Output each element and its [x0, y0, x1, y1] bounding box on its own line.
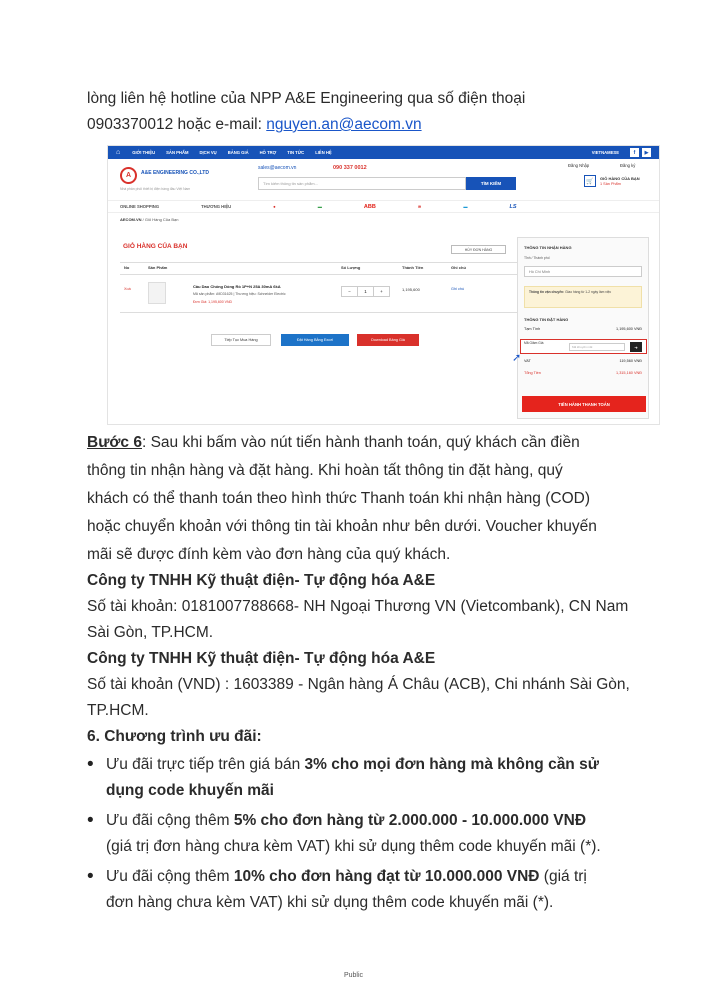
- product-unit-price: Đơn Giá: 1,195,600 VND: [193, 300, 233, 304]
- b2-text-a: Ưu đãi cộng thêm: [106, 812, 234, 829]
- section6-title: 6. Chương trình ưu đãi:: [87, 728, 262, 745]
- bank1-line-1: Số tài khoản: 0181007788668- NH Ngoại Thương VN (Vietcombank), CN Nam: [87, 598, 629, 615]
- brand-name: A&E ENGINEERING CO.,LTD: [141, 170, 209, 176]
- brand-bar: [108, 200, 659, 213]
- step6-text: : Sau khi bấm vào nút tiến hành thanh toán, quý khách cần điền: [141, 434, 580, 451]
- promo-code-input[interactable]: Mã khuyến mãi: [569, 343, 625, 351]
- nav-item[interactable]: GIỚI THIỆU: [132, 150, 156, 155]
- cart-label[interactable]: GIỎ HÀNG CỦA BẠN: [600, 176, 640, 181]
- b2-text-b: 5% cho đơn hàng từ 2.000.000 - 10.000.000 VNĐ: [233, 812, 587, 829]
- search-button[interactable]: TÌM KIẾM: [466, 177, 516, 190]
- bullet-3-line-2: đơn hàng chưa kèm VAT) khi sử dụng thêm code khuyến mãi (*).: [106, 894, 554, 911]
- subtotal-label: Tạm Tính: [524, 327, 541, 331]
- step6-line-3: khách có thể thanh toán theo hình thức Thanh toán khi nhận hàng (COD): [87, 490, 590, 507]
- language-selector[interactable]: VIETNAMESE: [591, 150, 619, 155]
- logo-icon: A: [120, 167, 137, 184]
- email-link[interactable]: nguyen.an@aecom.vn: [266, 116, 422, 133]
- bullet-icon: •: [87, 866, 94, 887]
- step6-label: Bước 6: [87, 434, 142, 451]
- nav-item[interactable]: SẢN PHẨM: [166, 150, 189, 155]
- facebook-icon[interactable]: f: [630, 148, 639, 157]
- breadcrumb-home[interactable]: AECOM.VN: [120, 217, 142, 222]
- cart-count: 1 Sản Phẩm: [600, 182, 621, 186]
- table-divider: [120, 312, 518, 313]
- promo-label: Mã Giảm Giá: [524, 341, 544, 345]
- cart-title: GIỎ HÀNG CỦA BẠN: [123, 243, 188, 250]
- bullet-icon: •: [87, 810, 94, 831]
- vat-value: 119,560 VNĐ: [619, 359, 642, 363]
- cancel-order-button[interactable]: HỦY ĐƠN HÀNG: [451, 245, 506, 254]
- shipping-info-title: THÔNG TIN NHẬN HÀNG: [524, 245, 572, 250]
- pointer-arrow-icon: ➚: [512, 352, 522, 364]
- row-total: 1,195,600: [402, 287, 420, 292]
- brand-abb[interactable]: ABB: [363, 203, 376, 210]
- promo-code-box: [520, 339, 647, 354]
- nav-item[interactable]: LIÊN HỆ: [315, 150, 332, 155]
- bank2-line-1: Số tài khoản (VND) : 1603389 - Ngân hàng Á Châu (ACB), Chi nhánh Sài Gòn,: [87, 676, 630, 693]
- intro-line-2: [87, 112, 422, 138]
- step6-line-5: mãi sẽ được đính kèm vào đơn hàng của quý khách.: [87, 546, 451, 563]
- bullet-1-line-1: [106, 752, 599, 778]
- bullet-2-line-1: [106, 808, 586, 834]
- online-shopping-menu[interactable]: ONLINE SHOPPING: [120, 204, 160, 209]
- shipping-note: [524, 286, 642, 308]
- intro-line-1: lòng liên hệ hotline của NPP A&E Engineering qua số điện thoại: [87, 90, 526, 107]
- b3-text-c: (giá trị: [539, 868, 587, 885]
- breadcrumb-current: Giỏ Hàng Của Bạn: [144, 217, 179, 222]
- vat-label: VAT: [524, 359, 531, 363]
- nav-item[interactable]: TIN TỨC: [287, 150, 305, 155]
- brand-logo[interactable]: ●: [273, 204, 276, 209]
- b1-text-c: cho mọi đơn hàng mà không cần sử: [326, 756, 599, 773]
- quantity-stepper[interactable]: [341, 286, 390, 297]
- subtotal-value: 1,195,600 VNĐ: [616, 327, 642, 331]
- youtube-icon[interactable]: ▶: [642, 148, 651, 157]
- order-panel: [517, 237, 649, 419]
- tagline: Nhà phân phối thiết bị điện hàng đầu Việt Nam: [120, 187, 191, 191]
- note-link[interactable]: Ghi chú: [451, 287, 465, 291]
- bank2-line-2: TP.HCM.: [87, 702, 149, 719]
- province-select[interactable]: Hồ Chí Minh: [524, 266, 642, 277]
- brand-logo[interactable]: ▬: [317, 204, 322, 209]
- product-code: Mã sản phẩm: A9D31625 | Thương hiệu: Schneider Electric: [193, 292, 286, 296]
- col-note: Ghi chú: [451, 265, 466, 270]
- order-info-title: THÔNG TIN ĐẶT HÀNG: [524, 317, 569, 322]
- col-no: No: [124, 265, 130, 270]
- shipping-note-text: Giao hàng từ 1-2 ngày làm việc: [565, 290, 612, 294]
- intro-line-2-text: 0903370012 hoặc e-mail:: [87, 116, 267, 133]
- brand-ls[interactable]: LS: [509, 203, 517, 210]
- product-thumbnail[interactable]: [148, 282, 166, 304]
- nav-item[interactable]: HỖ TRỢ: [259, 150, 277, 155]
- bullet-icon: •: [87, 754, 94, 775]
- search-input[interactable]: Tìm kiếm thông tin sản phẩm...: [258, 177, 466, 190]
- step6-line-4: hoặc chuyển khoản với thông tin tài khoản như bên dưới. Voucher khuyến: [87, 518, 597, 535]
- cart-screenshot: [107, 145, 660, 425]
- step6-line-2: thông tin nhận hàng và đặt hàng. Khi hoàn tất thông tin đặt hàng, quý: [87, 462, 563, 479]
- col-total: Thành Tiền: [402, 265, 424, 270]
- brands-label: THƯƠNG HIỆU: [201, 204, 232, 209]
- plus-icon[interactable]: +: [380, 289, 383, 294]
- cart-icon[interactable]: 🛒: [584, 175, 596, 187]
- quantity-value[interactable]: 1: [357, 287, 374, 296]
- continue-shopping-button[interactable]: Tiếp Tục Mua Hàng: [211, 334, 271, 346]
- breadcrumb: AECOM.VN / Giỏ Hàng Của Bạn: [120, 217, 179, 222]
- delete-item-link[interactable]: Xoá: [124, 287, 131, 291]
- home-icon[interactable]: ⌂: [116, 149, 121, 156]
- minus-icon[interactable]: −: [348, 289, 351, 294]
- bullet-3-line-1: [106, 864, 587, 890]
- province-label: Tỉnh / Thành phố: [524, 256, 550, 260]
- bank1-company: Công ty TNHH Kỹ thuật điện- Tự động hóa A&E: [87, 572, 436, 589]
- col-qty: Số Lượng: [341, 265, 361, 270]
- bullet-2-line-2: (giá trị đơn hàng chưa kèm VAT) khi sử dụng thêm code khuyến mãi (*).: [106, 838, 601, 855]
- brand-logo[interactable]: ▬: [463, 204, 468, 209]
- grand-total-row: [524, 371, 642, 375]
- bank1-line-2: Sài Gòn, TP.HCM.: [87, 624, 214, 641]
- vat-row: [524, 359, 642, 363]
- shipping-note-title: Thông tin vận chuyển:: [529, 290, 565, 294]
- checkout-button[interactable]: TIẾN HÀNH THANH TOÁN: [522, 396, 646, 412]
- brand-logo[interactable]: ≋: [417, 204, 422, 209]
- grand-total-value: 1,315,160 VNĐ: [616, 371, 642, 375]
- col-product: Sản Phẩm: [148, 265, 168, 270]
- table-divider: [120, 262, 518, 263]
- table-divider: [120, 274, 518, 275]
- b1-text-a: Ưu đãi trực tiếp trên giá bán: [106, 756, 305, 773]
- site-header: [108, 159, 659, 205]
- b1-text-b: 3%: [304, 756, 327, 773]
- nav-item[interactable]: DỊCH VỤ: [199, 150, 217, 155]
- register-link[interactable]: Đăng ký: [620, 163, 636, 168]
- login-link[interactable]: Đăng Nhập: [568, 163, 590, 168]
- step6-line-1: [87, 430, 580, 456]
- bank2-company: Công ty TNHH Kỹ thuật điện- Tự động hóa A&E: [87, 650, 436, 667]
- nav-item[interactable]: BẢNG GIÁ: [227, 150, 249, 155]
- top-nav: [108, 146, 659, 159]
- b3-text-a: Ưu đãi cộng thêm: [106, 868, 234, 885]
- grand-total-label: Tổng Tiền: [524, 371, 541, 375]
- header-phone[interactable]: 090 337 0012: [333, 165, 367, 171]
- header-email[interactable]: sales@aecom.vn: [258, 165, 297, 171]
- excel-order-button[interactable]: Đặt Hàng Bằng Excel: [281, 334, 349, 346]
- subtotal-row: [524, 327, 642, 331]
- apply-promo-button[interactable]: ➔: [630, 342, 642, 352]
- product-name[interactable]: Cầu Dao Chống Dòng Rò 1P+N 25A 30mA 6kA: [193, 284, 281, 289]
- footer-classification: Public: [343, 972, 364, 979]
- b3-text-b: 10% cho đơn hàng đạt từ 10.000.000 VNĐ: [233, 868, 540, 885]
- download-pricelist-button[interactable]: Download Bảng Giá: [357, 334, 419, 346]
- bullet-1-line-2: dụng code khuyến mãi: [106, 782, 274, 799]
